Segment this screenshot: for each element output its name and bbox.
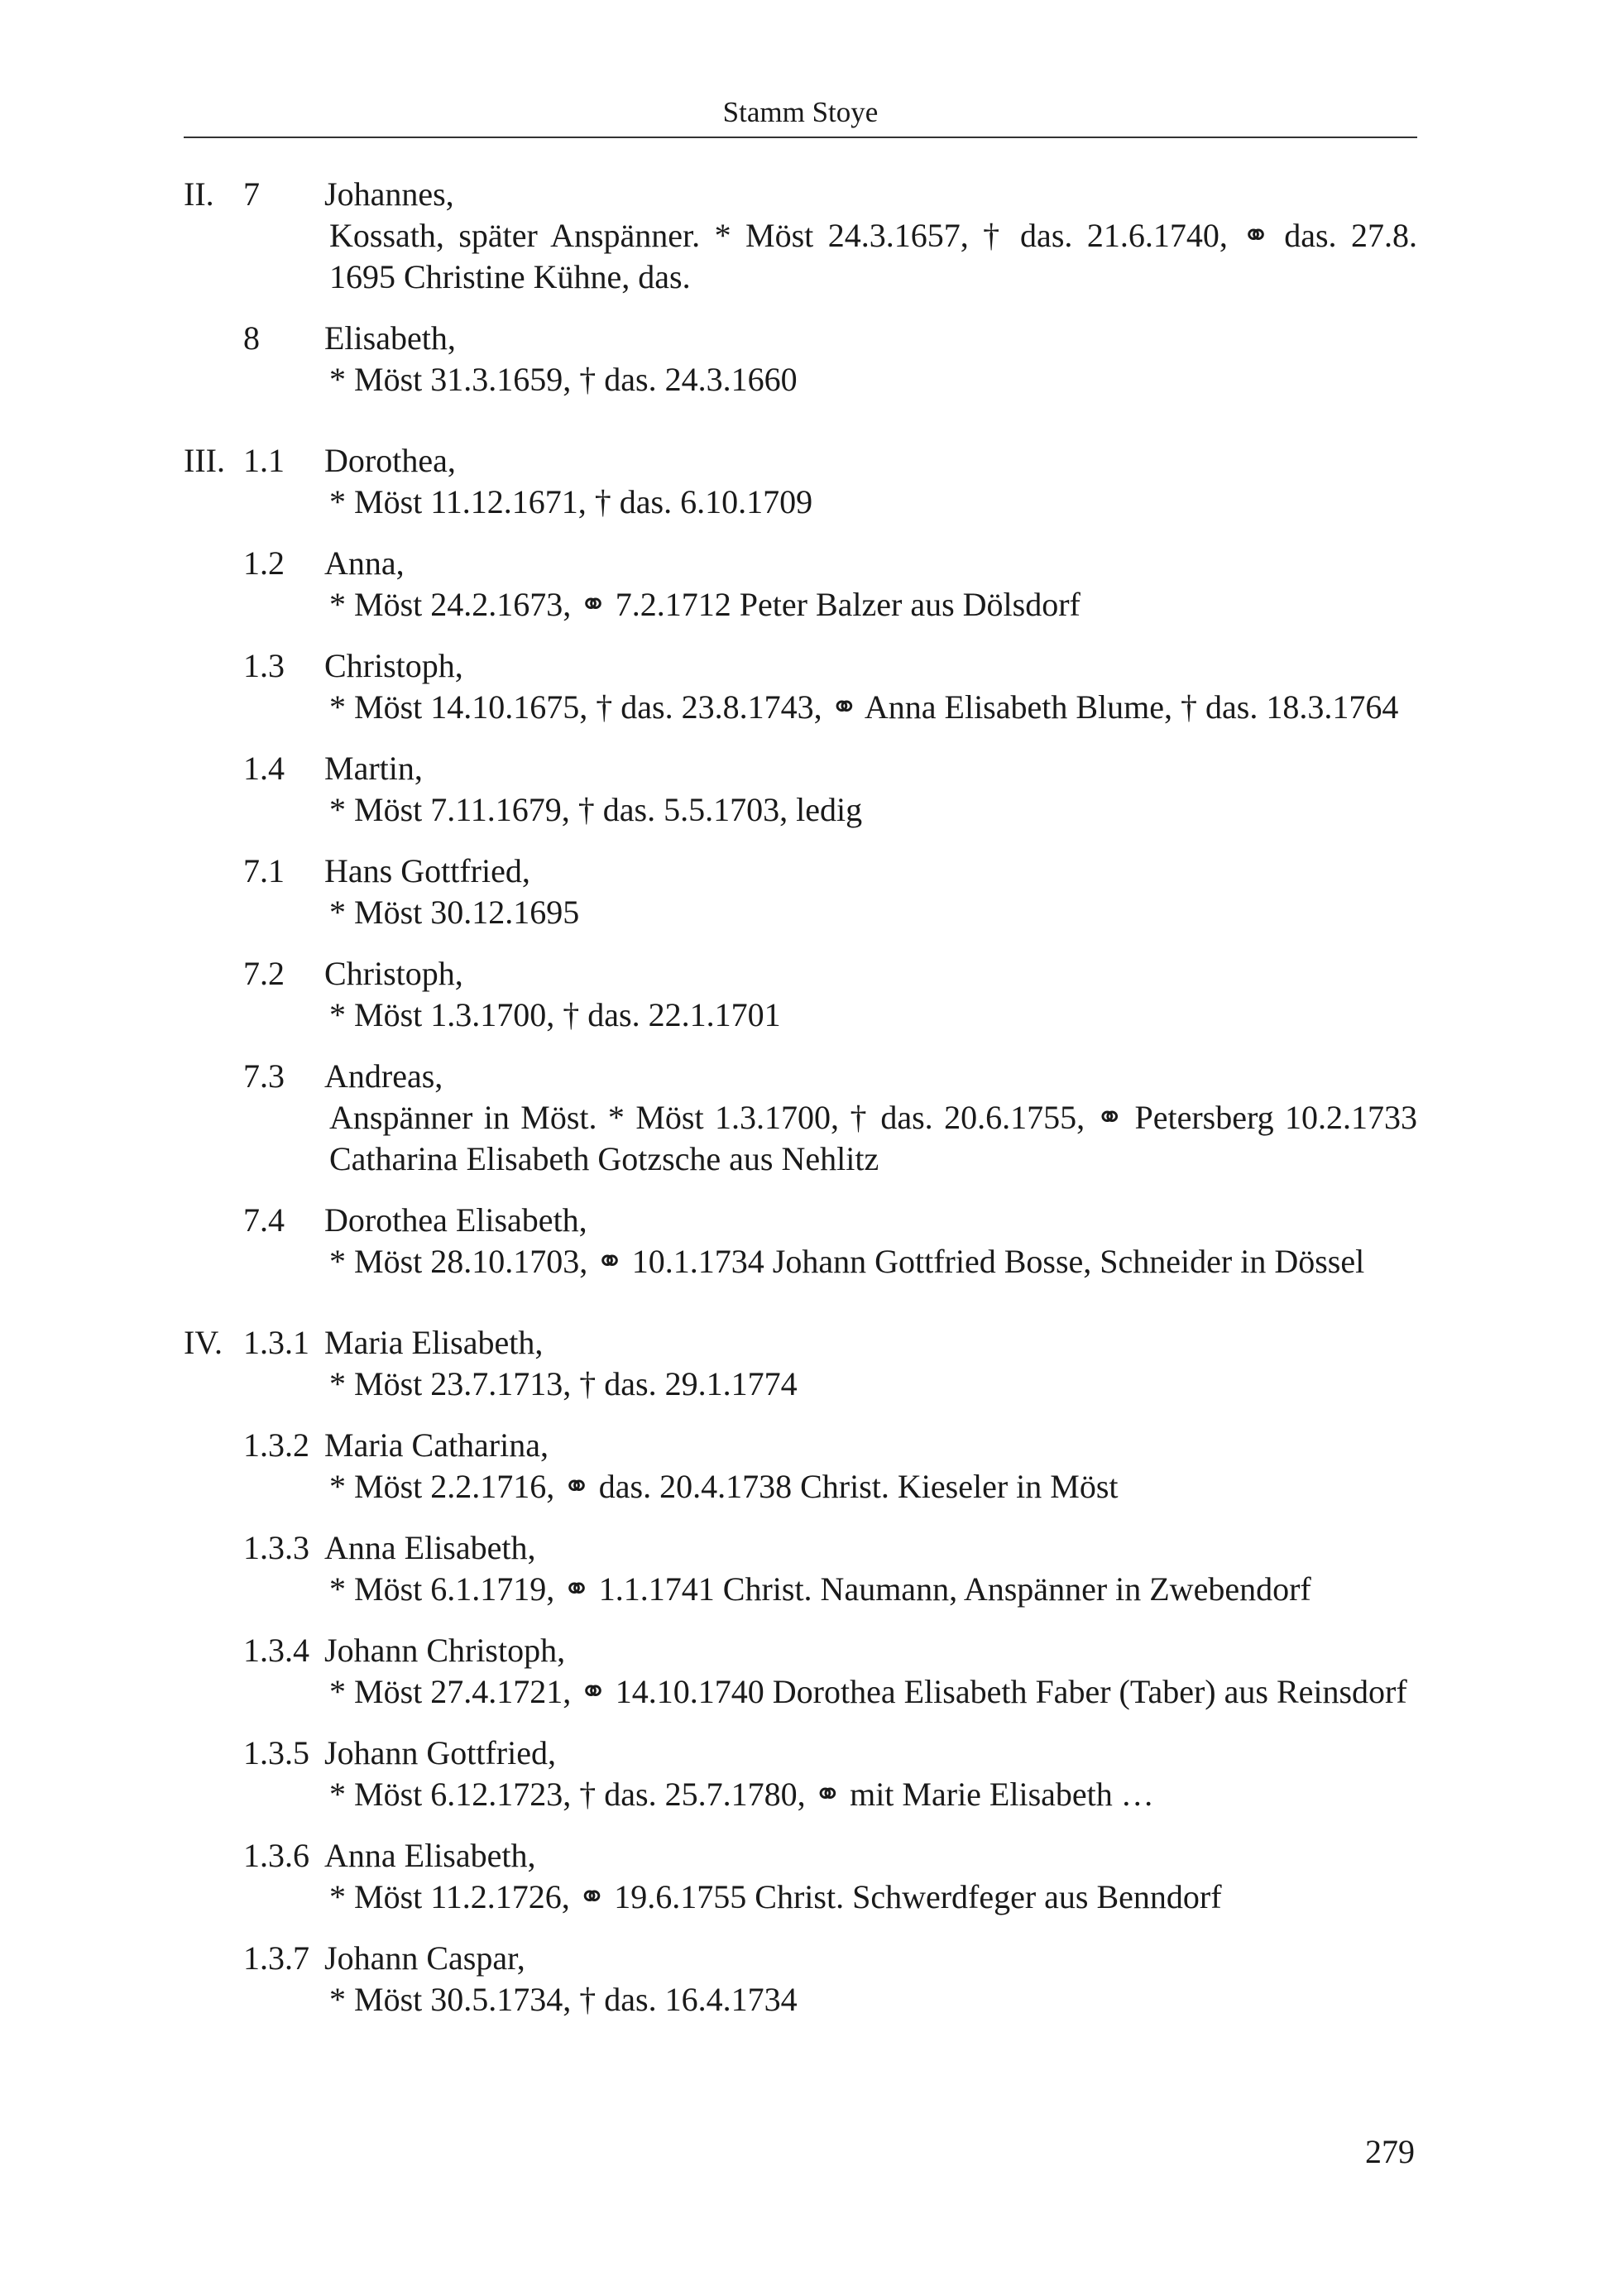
entry-number: 1.3.7 <box>243 1939 309 1977</box>
entry-number: 7.2 <box>243 955 285 992</box>
person-details: * Möst 6.12.1723, † das. 25.7.1780, ⚭ mit Marie Elisabeth … <box>329 1776 1154 1813</box>
entry-number: 7 <box>243 175 260 213</box>
person-name: Maria Elisabeth, <box>324 1324 544 1361</box>
person-details: * Möst 2.2.1716, ⚭ das. 20.4.1738 Christ. Kieseler in Möst <box>329 1468 1119 1505</box>
generation-label: IV. <box>184 1324 223 1361</box>
person-details: * Möst 30.5.1734, † das. 16.4.1734 <box>329 1981 798 2018</box>
person-name: Andreas, <box>324 1057 443 1095</box>
person-details: * Möst 6.1.1719, ⚭ 1.1.1741 Christ. Naumann, Anspänner in Zwebendorf <box>329 1570 1311 1608</box>
genealogy-entry <box>184 1322 1417 1405</box>
entry-number: 1.3.5 <box>243 1734 309 1771</box>
entry-number: 1.3.6 <box>243 1837 309 1874</box>
person-name: Christoph, <box>324 955 463 992</box>
person-name: Johannes, <box>324 175 454 213</box>
generation-label: III. <box>184 442 225 479</box>
person-name: Maria Catharina, <box>324 1426 549 1464</box>
person-details: * Möst 30.12.1695 <box>329 894 580 931</box>
running-head: Stamm Stoye <box>722 96 879 128</box>
person-details: * Möst 28.10.1703, ⚭ 10.1.1734 Johann Gottfried Bosse, Schneider in Dössel <box>329 1243 1365 1280</box>
entry-number: 7.3 <box>243 1057 285 1095</box>
person-name: Johann Caspar, <box>324 1939 525 1977</box>
genealogy-entry <box>184 174 1417 298</box>
person-details: Kossath, später Anspänner. * Möst 24.3.1657, † das. 21.6.1740, ⚭ das. 27.8. 1695 Christine Kühne, das. <box>329 217 1417 295</box>
entry-number: 1.3.2 <box>243 1426 309 1464</box>
person-details: * Möst 11.12.1671, † das. 6.10.1709 <box>329 483 813 520</box>
person-details: * Möst 31.3.1659, † das. 24.3.1660 <box>329 361 798 398</box>
entry-number: 1.2 <box>243 544 285 582</box>
person-name: Dorothea, <box>324 442 456 479</box>
person-details: * Möst 7.11.1679, † das. 5.5.1703, ledig <box>329 791 863 828</box>
person-name: Anna, <box>324 544 405 582</box>
person-name: Martin, <box>324 750 423 787</box>
entry-number: 1.3.3 <box>243 1529 309 1566</box>
entry-number: 1.1 <box>243 442 285 479</box>
person-name: Anna Elisabeth, <box>324 1529 536 1566</box>
genealogy-entry <box>184 748 1417 831</box>
person-details: * Möst 24.2.1673, ⚭ 7.2.1712 Peter Balzer aus Dölsdorf <box>329 586 1081 623</box>
genealogy-entry <box>184 851 1417 933</box>
genealogy-entry <box>184 440 1417 523</box>
entry-number: 1.3.4 <box>243 1632 309 1669</box>
genealogy-entry <box>184 543 1417 626</box>
person-details: * Möst 23.7.1713, † das. 29.1.1774 <box>329 1365 798 1402</box>
person-details: Anspänner in Möst. * Möst 1.3.1700, † das. 20.6.1755, ⚭ Petersberg 10.2.1733 Catharina Elisabeth Gotzsche aus Nehlitz <box>329 1099 1417 1177</box>
genealogy-entry <box>184 318 1417 400</box>
genealogy-entry <box>184 1733 1417 1815</box>
person-details: * Möst 27.4.1721, ⚭ 14.10.1740 Dorothea Elisabeth Faber (Taber) aus Reinsdorf <box>329 1673 1407 1710</box>
entry-number: 7.4 <box>243 1201 285 1239</box>
person-name: Johann Gottfried, <box>324 1734 556 1771</box>
genealogy-entry <box>184 1200 1417 1282</box>
person-name: Elisabeth, <box>324 319 456 357</box>
entry-number: 1.4 <box>243 750 285 787</box>
genealogy-entry <box>184 1835 1417 1918</box>
genealogy-list <box>184 174 1417 2040</box>
genealogy-entry <box>184 1938 1417 2020</box>
person-name: Hans Gottfried, <box>324 852 530 889</box>
entry-number: 1.3 <box>243 647 285 684</box>
person-details: * Möst 14.10.1675, † das. 23.8.1743, ⚭ Anna Elisabeth Blume, † das. 18.3.1764 <box>329 688 1399 726</box>
genealogy-entry <box>184 1056 1417 1180</box>
genealogy-entry <box>184 1630 1417 1713</box>
person-details: * Möst 11.2.1726, ⚭ 19.6.1755 Christ. Schwerdfeger aus Benndorf <box>329 1878 1222 1915</box>
page-number: 279 <box>1365 2133 1415 2170</box>
header-rule <box>184 137 1417 138</box>
genealogy-entry <box>184 645 1417 728</box>
person-name: Dorothea Elisabeth, <box>324 1201 587 1239</box>
person-details: * Möst 1.3.1700, † das. 22.1.1701 <box>329 996 781 1033</box>
person-name: Johann Christoph, <box>324 1632 566 1669</box>
genealogy-entry <box>184 1425 1417 1507</box>
entry-number: 1.3.1 <box>243 1324 309 1361</box>
genealogy-entry <box>184 953 1417 1036</box>
generation-label: II. <box>184 175 214 213</box>
entry-number: 7.1 <box>243 852 285 889</box>
entry-number: 8 <box>243 319 260 357</box>
person-name: Christoph, <box>324 647 463 684</box>
person-name: Anna Elisabeth, <box>324 1837 536 1874</box>
genealogy-entry <box>184 1527 1417 1610</box>
